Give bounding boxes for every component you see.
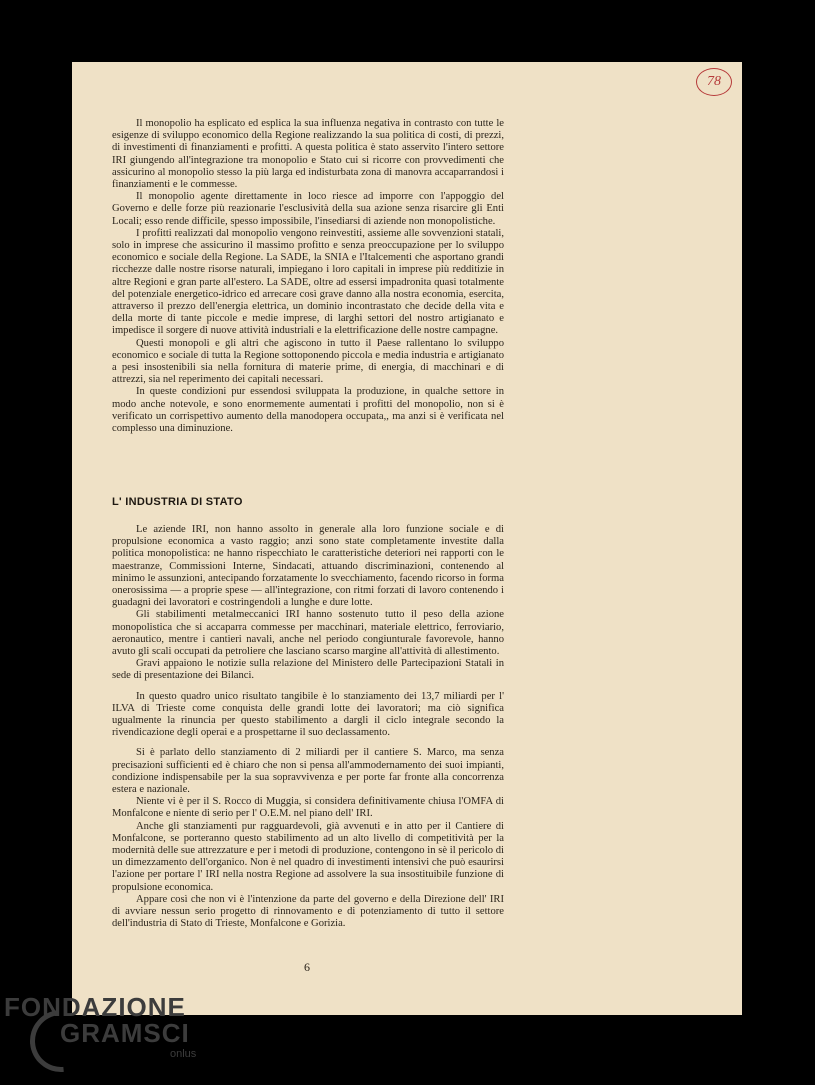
page-number: 6 [304, 960, 310, 974]
section-text [112, 524, 504, 931]
paragraph: In queste condizioni pur essendosi sviluppata la produzione, in qualche settore in modo anche notevole, e sono enormemente aumentati i profitti del monopolio, non si è verificato un corrispettivo aumento della manodopera occupata,, ma anzi si è verificata nel complesso una diminuzione. [112, 386, 504, 435]
paragraph: In questo quadro unico risultato tangibile è lo stanziamento dei 13,7 miliardi per l' ILVA di Trieste come conquista delle grandi lotte dei lavoratori; ma ciò significa ugualmente la rinuncia per questo stabilimento a dargli il ciclo integrale secondo la rivendicazione degli operai e a prospettarne il suo declassamento. [112, 690, 504, 739]
paragraph: Il monopolio agente direttamente in loco riesce ad imporre con l'appoggio del Governo e delle forze più reazionarie l'esclusività della sua azione senza risarcire gli Enti Locali; esso rende difficile, spesso impossibile, l'insediarsi di aziende non monopolistiche. [112, 191, 504, 227]
paragraph: Le aziende IRI, non hanno assolto in generale alla loro funzione sociale e di propulsione economica a vasto raggio; anzi sono state completamente investite dalla politica monopolistica: ne hanno rispecchiato le caratteristiche deteriori nei rapporti con le maestranze, Commissioni Interne, Sindacati, attuando discriminazioni, contenendo al minimo le assunzioni, antecipando forzatamente lo svecchiamento, facendo ricorso in forma onerosissima — a proprie spese — all'integrazione, con ritmi forzati di lavoro contenendo i guadagni dei lavoratori e costringendoli a lunghe e dure lotte. [112, 524, 504, 609]
intro-text [112, 118, 504, 435]
paragraph: Niente vi è per il S. Rocco di Muggia, si considera definitivamente chiusa l'OMFA di Monfalcone e niente di serio per l' O.E.M. nel piano dell' IRI. [112, 796, 504, 820]
paragraph: Si è parlato dello stanziamento di 2 miliardi per il cantiere S. Marco, ma senza precisazioni sufficienti ed è chiaro che non si pensa all'ammodernamento dei suoi impianti, condizione indispensabile per la sua sopravvivenza e per porte far fronte alla concorrenza estera e nazionale. [112, 747, 504, 796]
paragraph: Gravi appaiono le notizie sulla relazione del Ministero delle Partecipazioni Statali in sede di presentazione dei Bilanci. [112, 658, 504, 682]
paragraph: Questi monopoli e gli altri che agiscono in tutto il Paese rallentano lo sviluppo economico e sociale di tutta la Regione sottoponendo piccola e media industria e artigianato a pesi insostenibili sia nella fornitura di materie prime, di energia, di macchinari e di attrezzi, sia nel reperimento dei capitali necessari. [112, 337, 504, 386]
paragraph: Appare così che non vi è l'intenzione da parte del governo e della Direzione dell' IRI di avviare nessun serio progetto di rinnovamento e di potenziamento di tutto il settore dell'industria di Stato di Trieste, Monfalcone e Gorizia. [112, 893, 504, 930]
document-page [72, 62, 742, 1015]
paragraph: Gli stabilimenti metalmeccanici IRI hanno sostenuto tutto il peso della azione monopolistica che si accaparra commesse per macchinari, materiale elettrico, ferroviario, aeronautico, mentre i cantieri navali, anche nel periodo congiunturale favorevole, hanno avuto gli scali occupati da petroliere che lasciano scarso margine all'attività di allestimento. [112, 609, 504, 658]
archive-number-stamp: 78 [696, 68, 732, 96]
watermark-line2: GRAMSCI [60, 1018, 190, 1048]
watermark-line1: FONDAZIONE [4, 992, 186, 1022]
paragraph: Anche gli stanziamenti pur ragguardevoli, già avvenuti e in atto per il Cantiere di Monfalcone, se porteranno questo stabilimento ad un alto livello di competitività per la modernità delle sue attrezzature e per i metodi di produzione, contengono in sè il pericolo di un dimezzamento dell'organico. Non è nel quadro di investimenti intensivi che può esaurirsi l'azione per portare l' IRI nella nostra Regione ad assolvere la sua insostituibile funzione di propulsione economica. [112, 820, 504, 893]
paragraph: Il monopolio ha esplicato ed esplica la sua influenza negativa in contrasto con tutte le esigenze di sviluppo economico della Regione realizzando la sua politica di costi, di prezzi, di investimenti di finanziamenti e profitti. A questa politica è stato asservito l'intero settore IRI giungendo all'integrazione tra monopolio e Stato cui si ricorre con provvedimenti che assicurino al monopolio stesso la più larga ed indisturbata zona di manovra accaparrandosi i finanziamenti e le commesse. [112, 118, 504, 191]
paragraph: I profitti realizzati dal monopolio vengono reinvestiti, assieme alle sovvenzioni statali, solo in imprese che assicurino il massimo profitto e senza preoccupazione per lo sviluppo economico e sociale della Regione. La SADE, la SNIA e l'Italcementi che asportano grandi ricchezze dalle nostre risorse naturali, impiegano i loro capitali in imprese più redditizie in altre Regioni e gran parte all'estero. La SADE, oltre ad essersi impadronita quasi totalmente del potenziale energetico-idrico ed arrecare così grave danno alla nostra economia, esercita, attraverso il prezzo dell'energia elettrica, un dominio incontrastato che decide della vita e della morte di tante piccole e medie imprese, di larghi settori del nostro artigianato e impedisce il sorgere di nuove attività industriali e la elettrificazione delle nostre campagne. [112, 227, 504, 337]
fondazione-gramsci-watermark [0, 988, 210, 1080]
section-heading: L' INDUSTRIA DI STATO [112, 496, 243, 508]
watermark-line3: onlus [170, 1048, 197, 1060]
